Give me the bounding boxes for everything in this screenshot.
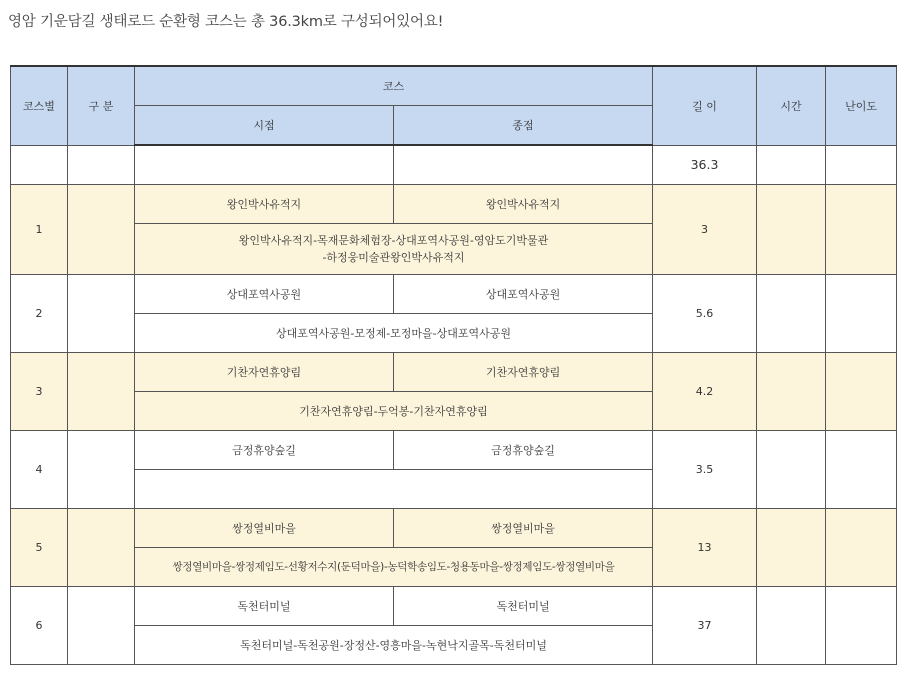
length-cell: 37 — [653, 587, 757, 665]
route-line: 왕인박사유적지-목재문화체험장-상대포역사공원-영암도기박물관 — [238, 234, 549, 247]
category-cell — [68, 353, 135, 431]
route-cell — [135, 470, 653, 509]
route-cell: 기찬자연휴양림-두억봉-기찬자연휴양림 — [135, 392, 653, 431]
time-cell — [757, 353, 826, 431]
difficulty-cell — [826, 275, 897, 353]
course-no-cell: 1 — [11, 185, 68, 275]
end-cell: 기찬자연휴양림 — [394, 353, 653, 392]
total-category — [68, 145, 135, 185]
difficulty-cell — [826, 587, 897, 665]
category-cell — [68, 185, 135, 275]
header-end: 종점 — [394, 106, 653, 146]
time-cell — [757, 431, 826, 509]
table-row — [11, 509, 897, 548]
length-cell: 13 — [653, 509, 757, 587]
length-cell: 5.6 — [653, 275, 757, 353]
category-cell — [68, 275, 135, 353]
intro-text: 영암 기운담길 생태로드 순환형 코스는 총 36.3km로 구성되어있어요! — [8, 14, 444, 30]
start-cell: 기찬자연휴양림 — [135, 353, 394, 392]
end-cell: 금정휴양숲길 — [394, 431, 653, 470]
start-cell: 독천터미널 — [135, 587, 394, 626]
route-line: -하정웅미술관왕인박사유적지 — [322, 251, 465, 264]
course-no-cell: 6 — [11, 587, 68, 665]
table-row — [11, 431, 897, 470]
start-cell: 상대포역사공원 — [135, 275, 394, 314]
course-no-cell: 5 — [11, 509, 68, 587]
course-no-cell: 3 — [11, 353, 68, 431]
end-cell: 독천터미널 — [394, 587, 653, 626]
header-row — [11, 66, 897, 106]
header-course: 코스 — [135, 66, 653, 106]
time-cell — [757, 509, 826, 587]
route-cell — [135, 224, 653, 275]
table-row — [11, 587, 897, 626]
end-cell: 상대포역사공원 — [394, 275, 653, 314]
route-cell: 독천터미널-독천공원-장정산-영흥마을-녹현낙지골목-독천터미널 — [135, 626, 653, 665]
total-course-no — [11, 145, 68, 185]
table-row — [11, 353, 897, 392]
header-length: 길 이 — [653, 66, 757, 145]
time-cell — [757, 275, 826, 353]
start-cell: 쌍정열비마을 — [135, 509, 394, 548]
total-end — [394, 145, 653, 185]
end-cell: 왕인박사유적지 — [394, 185, 653, 224]
difficulty-cell — [826, 353, 897, 431]
header-category: 구 분 — [68, 66, 135, 145]
start-cell: 금정휴양숲길 — [135, 431, 394, 470]
time-cell — [757, 185, 826, 275]
course-no-cell: 2 — [11, 275, 68, 353]
start-cell: 왕인박사유적지 — [135, 185, 394, 224]
total-row — [11, 145, 897, 185]
header-difficulty: 난이도 — [826, 66, 897, 145]
table-row — [11, 275, 897, 314]
header-start: 시점 — [135, 106, 394, 146]
total-difficulty — [826, 145, 897, 185]
route-cell: 쌍정열비마을-쌍정제임도-선황저수지(둔덕마을)-농덕학송임도-청용동마을-쌍정제임도-쌍정열비마을 — [135, 548, 653, 587]
header-time: 시간 — [757, 66, 826, 145]
time-cell — [757, 587, 826, 665]
category-cell — [68, 587, 135, 665]
route-cell: 상대포역사공원-모정제-모정마을-상대포역사공원 — [135, 314, 653, 353]
category-cell — [68, 509, 135, 587]
total-time — [757, 145, 826, 185]
total-length: 36.3 — [653, 145, 757, 185]
total-start — [135, 145, 394, 185]
difficulty-cell — [826, 431, 897, 509]
length-cell: 4.2 — [653, 353, 757, 431]
length-cell: 3 — [653, 185, 757, 275]
difficulty-cell — [826, 185, 897, 275]
end-cell: 쌍정열비마을 — [394, 509, 653, 548]
category-cell — [68, 431, 135, 509]
course-no-cell: 4 — [11, 431, 68, 509]
header-course-no: 코스별 — [11, 66, 68, 145]
table-row — [11, 185, 897, 224]
course-table — [10, 65, 897, 665]
difficulty-cell — [826, 509, 897, 587]
length-cell: 3.5 — [653, 431, 757, 509]
